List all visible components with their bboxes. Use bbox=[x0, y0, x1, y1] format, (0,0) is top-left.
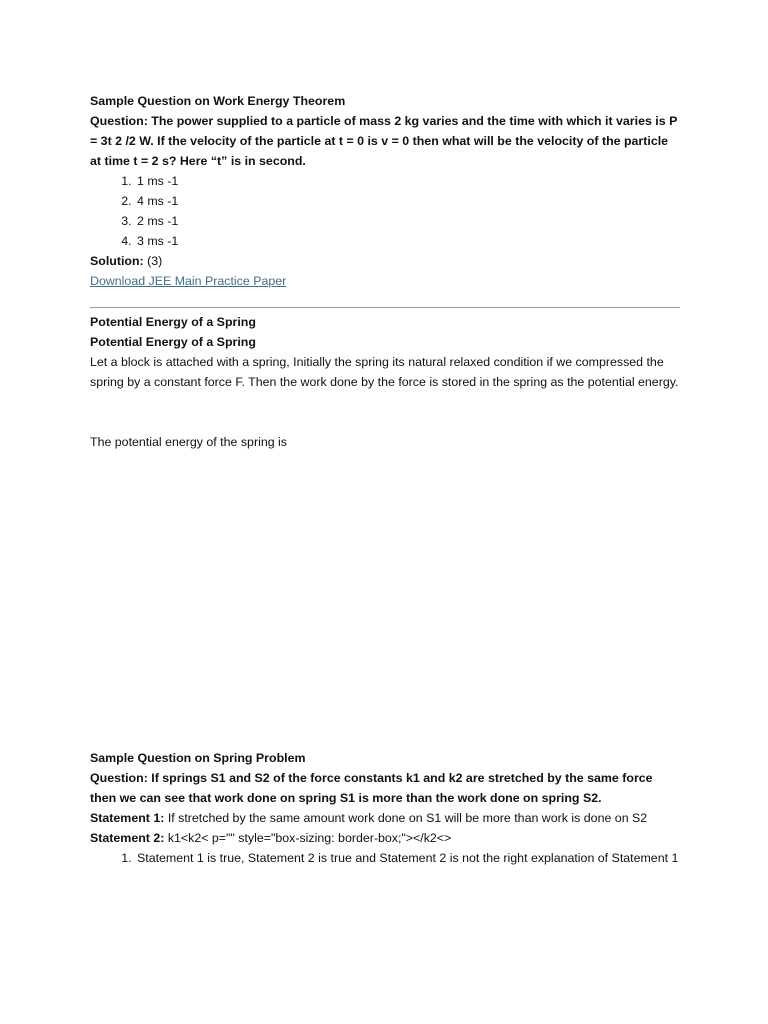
solution-label: Solution: bbox=[90, 254, 144, 268]
statement-2-text: k1<k2< p="" style="box-sizing: border-box;"></k2<> bbox=[164, 831, 452, 845]
solution-line bbox=[90, 251, 680, 271]
statement-1-text: If stretched by the same amount work done on S1 will be more than work is done on S2 bbox=[164, 811, 648, 825]
option-item: 3. 2 ms -1 bbox=[135, 211, 680, 231]
spring-pe-line: The potential energy of the spring is bbox=[90, 435, 287, 449]
question-text: If springs S1 and S2 of the force constants k1 and k2 are stretched by the same force then we can see that work done on spring S1 is more than the work done on spring S2. bbox=[90, 771, 653, 805]
statement-2-label: Statement 2: bbox=[90, 831, 165, 845]
solution-value: (3) bbox=[143, 254, 163, 268]
question-spring-problem bbox=[90, 768, 680, 808]
option-item: 1. 1 ms -1 bbox=[135, 171, 680, 191]
section-subheading-spring-pe: Potential Energy of a Spring bbox=[90, 335, 256, 349]
options-list-work-energy bbox=[90, 171, 680, 251]
option-item: 1. Statement 1 is true, Statement 2 is true and Statement 2 is not the right explanation of Statement 1 bbox=[135, 848, 680, 868]
question-label: Question: bbox=[90, 114, 148, 128]
section-heading-spring-pe: Potential Energy of a Spring bbox=[90, 315, 256, 329]
spring-pe-paragraph: Let a block is attached with a spring, Initially the spring its natural relaxed condition if we compressed the spring by a constant force F. Then the work done by the force is stored in the spring as the potential energy. bbox=[90, 355, 679, 389]
section-heading-spring-problem: Sample Question on Spring Problem bbox=[90, 751, 306, 765]
options-list-spring-problem bbox=[90, 848, 680, 868]
section-heading-work-energy: Sample Question on Work Energy Theorem bbox=[90, 94, 346, 108]
question-work-energy bbox=[90, 111, 680, 171]
horizontal-divider bbox=[90, 307, 680, 308]
statement-2 bbox=[90, 828, 680, 848]
statement-1-label: Statement 1: bbox=[90, 811, 165, 825]
document-content bbox=[90, 91, 680, 868]
download-practice-paper-link[interactable]: Download JEE Main Practice Paper bbox=[90, 274, 287, 288]
blank-space bbox=[90, 452, 680, 748]
question-label: Question: bbox=[90, 771, 148, 785]
download-link-line bbox=[90, 271, 680, 291]
option-item: 4. 3 ms -1 bbox=[135, 231, 680, 251]
option-item: 2. 4 ms -1 bbox=[135, 191, 680, 211]
question-text: The power supplied to a particle of mass 2 kg varies and the time with which it varies is P = 3t 2 /2 W. If the velocity of the particle at t = 0 is v = 0 then what will be the velocity of the particle at time t = 2 s? Here “t” is in second. bbox=[90, 114, 678, 168]
blank-space bbox=[90, 392, 680, 432]
statement-1 bbox=[90, 808, 680, 828]
